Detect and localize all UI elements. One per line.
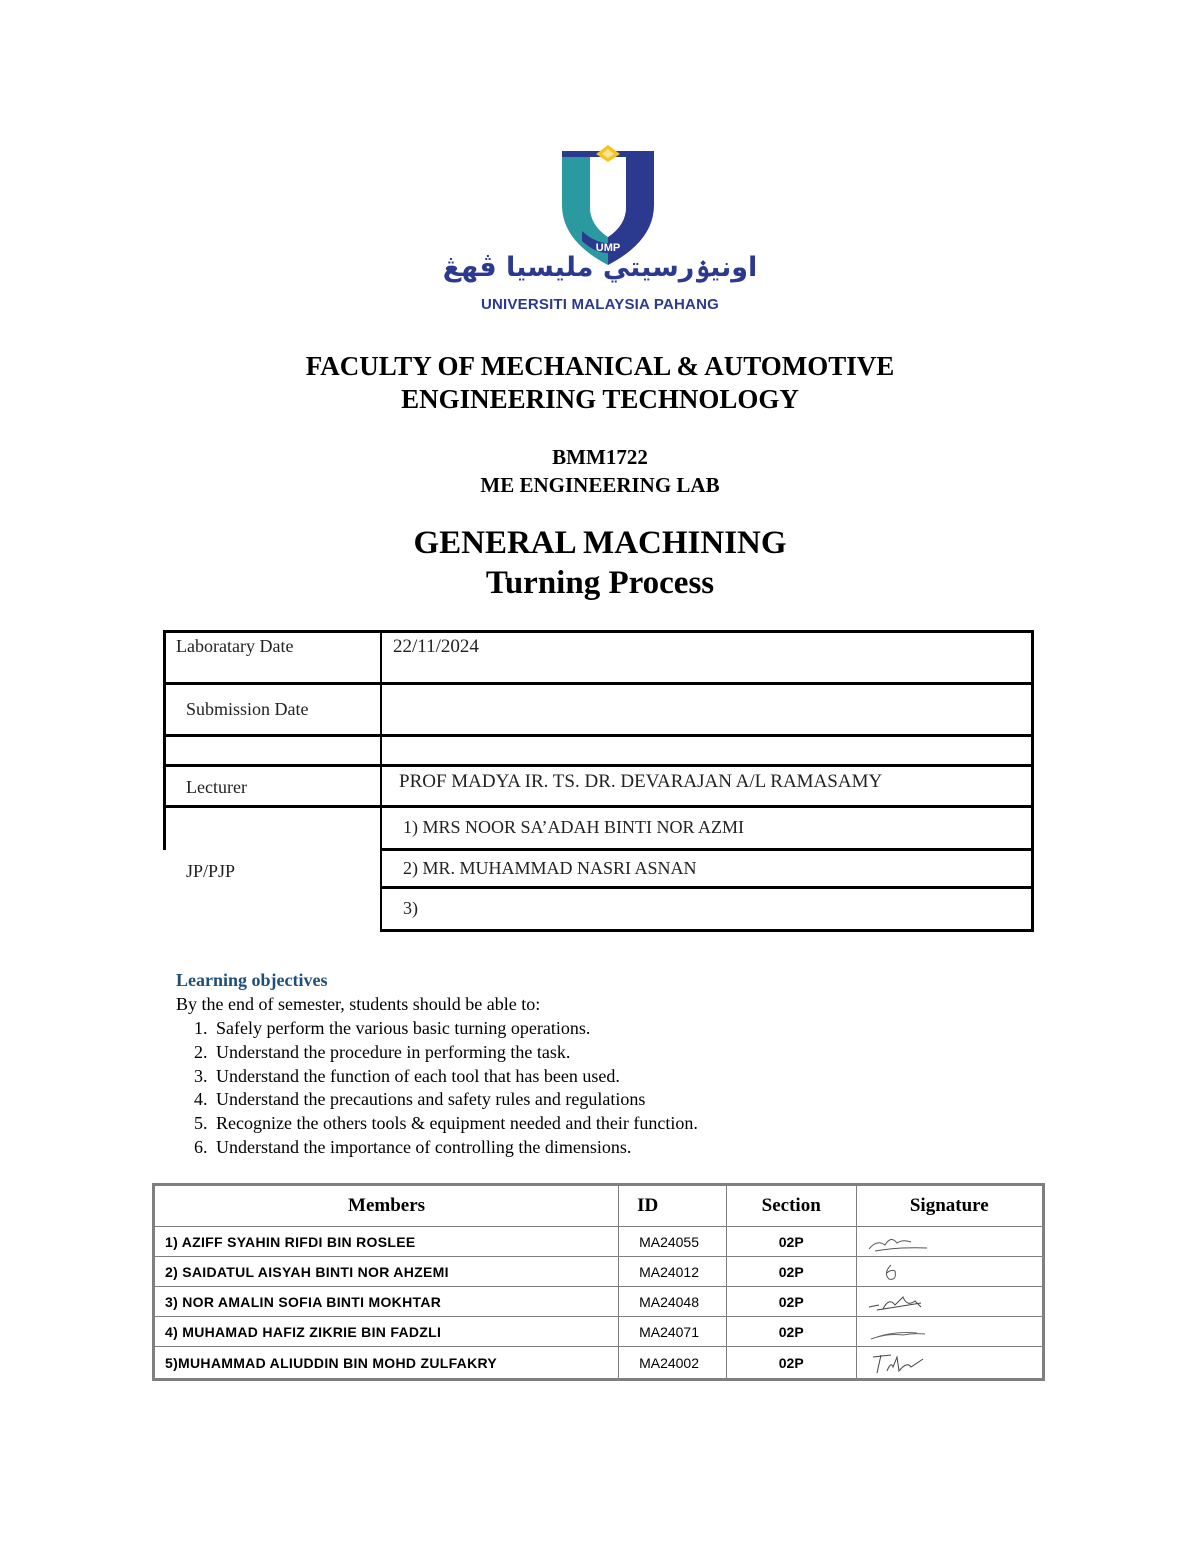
list-item: 6. Understand the importance of controlling the dimensions.: [194, 1136, 632, 1157]
faculty-title-line-2: ENGINEERING TECHNOLOGY: [401, 384, 799, 414]
submission-date-label: Submission Date: [186, 699, 309, 719]
signature-mark: [857, 1229, 937, 1255]
member-name: 1) AZIFF SYAHIN RIFDI BIN ROSLEE: [154, 1227, 619, 1257]
table-row: [154, 1257, 1044, 1287]
member-signature: [856, 1227, 1043, 1257]
faculty-title-line-1: FACULTY OF MECHANICAL & AUTOMOTIVE: [305, 351, 895, 381]
section-header: Section: [726, 1185, 856, 1227]
member-id: MA24012: [619, 1257, 727, 1287]
member-name: 3) NOR AMALIN SOFIA BINTI MOKHTAR: [154, 1287, 619, 1317]
jp-item: 3): [403, 898, 418, 918]
member-signature: [856, 1287, 1043, 1317]
list-item: 1. Safely perform the various basic turning operations.: [194, 1018, 591, 1038]
table-header-row: [154, 1185, 1044, 1227]
signature-mark: [857, 1289, 937, 1315]
member-signature: [856, 1347, 1043, 1380]
members-table: [152, 1183, 1045, 1381]
lecturer-value: PROF MADYA IR. TS. DR. DEVARAJAN A/L RAMASAMY: [399, 771, 883, 792]
lecturer-label: Lecturer: [186, 777, 247, 797]
member-section: 02P: [726, 1287, 856, 1317]
learning-objectives-list: [176, 1018, 698, 1161]
member-signature: [856, 1257, 1043, 1287]
table-row: [154, 1287, 1044, 1317]
signature-mark: [857, 1319, 937, 1345]
jp-label: JP/PJP: [186, 861, 236, 881]
lab-date-label: Laboratary Date: [176, 636, 294, 656]
member-name: 2) SAIDATUL AISYAH BINTI NOR AHZEMI: [154, 1257, 619, 1287]
member-section: 02P: [726, 1227, 856, 1257]
learning-objectives-heading: Learning objectives: [176, 970, 328, 990]
member-name: 4) MUHAMAD HAFIZ ZIKRIE BIN FADZLI: [154, 1317, 619, 1347]
jp-item: 2) MR. MUHAMMAD NASRI ASNAN: [403, 858, 697, 878]
table-row: [154, 1227, 1044, 1257]
member-section: 02P: [726, 1347, 856, 1380]
list-item: 5. Recognize the others tools & equipment needed and their function.: [194, 1113, 698, 1134]
learning-objectives-intro: By the end of semester, students should be able to:: [176, 994, 541, 1014]
member-id: MA24048: [619, 1287, 727, 1317]
members-header: Members: [154, 1185, 619, 1227]
member-id: MA24071: [619, 1317, 727, 1347]
list-item: 2. Understand the procedure in performing the task.: [194, 1041, 571, 1062]
signature-header: Signature: [856, 1185, 1043, 1227]
member-section: 02P: [726, 1317, 856, 1347]
course-code: BMM1722: [552, 445, 648, 469]
id-header: ID: [619, 1185, 727, 1227]
course-name: ME ENGINEERING LAB: [480, 473, 720, 497]
university-name-arabic: اونيۏرسيتي مليسيا ڤهڠ: [442, 252, 758, 283]
lab-subtitle: Turning Process: [485, 565, 715, 601]
lab-info-table: [163, 630, 1034, 932]
member-id: MA24055: [619, 1227, 727, 1257]
lab-date-value: 22/11/2024: [393, 636, 479, 657]
jp-item: 1) MRS NOOR SA’ADAH BINTI NOR AZMI: [403, 817, 745, 837]
table-row: [154, 1347, 1044, 1380]
table-row: [154, 1317, 1044, 1347]
university-name: UNIVERSITI MALAYSIA PAHANG: [480, 296, 719, 313]
member-section: 02P: [726, 1257, 856, 1287]
member-signature: [856, 1317, 1043, 1347]
logo-emblem-text: UMP: [595, 242, 621, 254]
member-name: 5)MUHAMMAD ALIUDDIN BIN MOHD ZULFAKRY: [154, 1347, 619, 1380]
university-logo-emblem: [560, 145, 656, 265]
member-id: MA24002: [619, 1347, 727, 1380]
list-item: 3. Understand the function of each tool that has been used.: [194, 1065, 620, 1086]
lab-title: GENERAL MACHINING: [413, 525, 787, 561]
list-item: 4. Understand the precautions and safety rules and regulations: [194, 1089, 646, 1110]
signature-mark: [857, 1259, 937, 1285]
signature-mark: [857, 1349, 937, 1377]
